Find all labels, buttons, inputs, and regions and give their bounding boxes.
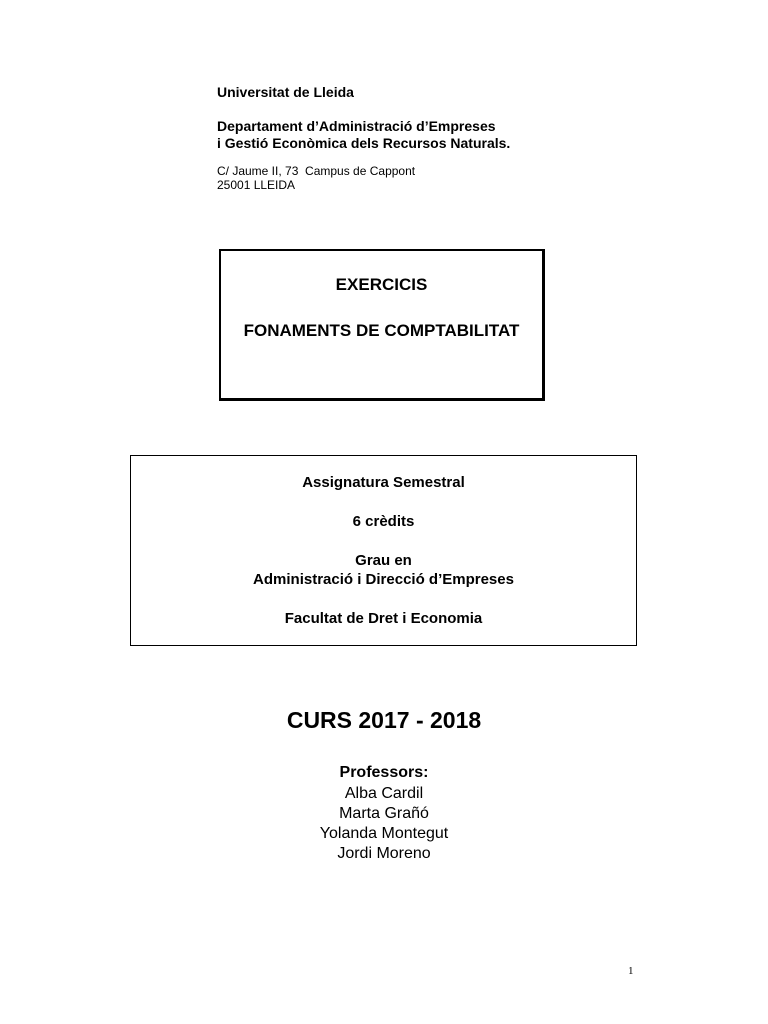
credits: 6 crèdits [352,513,415,530]
subject-title: FONAMENTS DE COMPTABILITAT [243,321,520,340]
professor-name: Alba Cardil [344,785,424,802]
department-line-2: i Gestió Econòmica dels Recursos Naturals. [217,135,511,151]
course-type: Assignatura Semestral [302,474,465,491]
faculty: Facultat de Dret i Economia [284,610,483,627]
university-name: Universitat de Lleida [217,84,354,100]
title-heading: EXERCICIS [335,275,428,294]
professor-name: Jordi Moreno [337,845,431,862]
address [217,164,637,192]
address-line-2: 25001 LLEIDA [217,178,296,192]
professors-label: Professors: [339,764,429,781]
title-box [219,249,545,401]
degree-line-1: Grau en [355,552,412,569]
info-box [130,455,637,646]
address-line-1: C/ Jaume II, 73 Campus de Cappont [217,164,416,178]
professor-name: Yolanda Montegut [319,825,449,842]
professors-list [0,784,768,864]
course-year: CURS 2017 - 2018 [286,707,482,733]
professor-name: Marta Grañó [339,805,429,822]
header-block [217,84,637,192]
degree-line-2: Administració i Direcció d’Empreses [253,571,514,588]
department-name [217,118,637,152]
department-line-1: Departament d’Administració d’Empreses [217,118,496,134]
page-number: 1 [628,965,634,977]
